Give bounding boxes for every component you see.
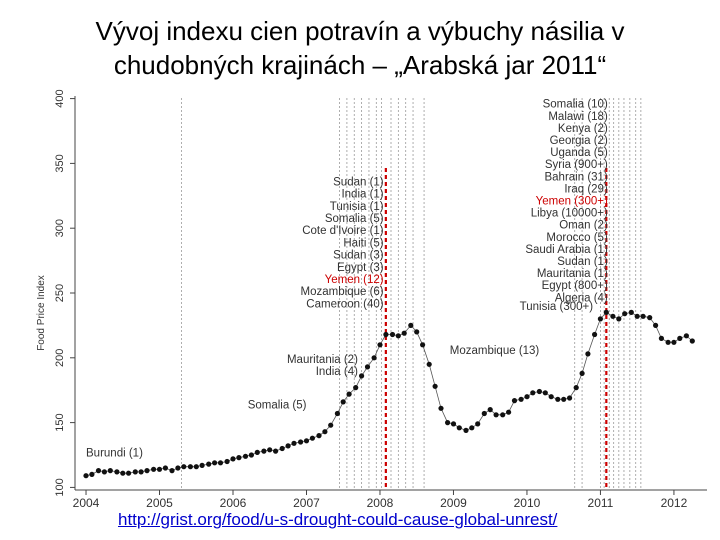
- data-point: [549, 394, 554, 399]
- data-point: [390, 332, 395, 337]
- event-annotation: Sudan (1): [333, 176, 384, 189]
- data-point: [163, 465, 168, 470]
- data-point: [175, 465, 180, 470]
- data-point: [469, 425, 474, 430]
- event-annotation: India (4): [315, 366, 358, 379]
- event-annotation: Egypt (800+): [541, 280, 608, 293]
- data-point: [494, 412, 499, 417]
- data-point: [512, 398, 517, 403]
- data-point: [666, 340, 671, 345]
- event-annotation: Haiti (5): [343, 237, 384, 250]
- source-link[interactable]: http://grist.org/food/u-s-drought-could-cause-global-unrest/: [118, 510, 558, 529]
- x-tick-label: 2012: [660, 496, 688, 508]
- y-tick-label: 250: [54, 283, 66, 303]
- data-point: [144, 468, 149, 473]
- data-point: [291, 441, 296, 446]
- data-point: [463, 428, 468, 433]
- data-point: [383, 332, 388, 337]
- slide-title-line-1: Vývoj indexu cien potravín a výbuchy násilia v: [95, 16, 625, 46]
- data-point: [243, 454, 248, 459]
- data-point: [635, 314, 640, 319]
- event-annotation: Yemen (300+): [535, 195, 608, 208]
- x-tick-label: 2009: [440, 496, 467, 508]
- data-point: [286, 443, 291, 448]
- data-point: [120, 471, 125, 476]
- event-annotation: Egypt (3): [336, 261, 384, 274]
- data-point: [298, 439, 303, 444]
- x-tick-label: 2006: [219, 496, 247, 508]
- data-point: [457, 425, 462, 430]
- y-tick-label: 150: [54, 413, 66, 432]
- y-axis-title: Food Price Index: [36, 275, 47, 351]
- y-tick-label: 350: [54, 154, 66, 173]
- event-annotation: Mauritania (2): [286, 353, 358, 366]
- data-point: [365, 364, 370, 369]
- event-annotation: Cote d'Ivoire (1): [302, 225, 384, 238]
- data-point: [604, 310, 609, 315]
- data-point: [451, 421, 456, 426]
- event-annotation: Iraq (29): [564, 183, 608, 196]
- event-annotation: Algeria (4): [554, 292, 608, 305]
- data-point: [212, 460, 217, 465]
- data-point: [188, 464, 193, 469]
- data-point: [328, 423, 333, 428]
- food-price-chart: [35, 88, 710, 508]
- x-tick-label: 2011: [587, 496, 614, 508]
- data-point: [427, 362, 432, 367]
- data-point: [316, 433, 321, 438]
- data-point: [580, 371, 585, 376]
- data-point: [438, 406, 443, 411]
- data-point: [610, 314, 615, 319]
- data-point: [304, 438, 309, 443]
- data-point: [445, 420, 450, 425]
- data-point: [322, 429, 327, 434]
- data-point: [359, 373, 364, 378]
- event-annotation: Bahrain (31): [544, 171, 608, 184]
- data-point: [206, 462, 211, 467]
- data-point: [641, 314, 646, 319]
- data-point: [200, 463, 205, 468]
- event-annotation: Uganda (5): [550, 147, 608, 160]
- data-point: [96, 468, 101, 473]
- data-point: [622, 311, 627, 316]
- data-point: [114, 469, 119, 474]
- data-point: [353, 385, 358, 390]
- x-tick-label: 2007: [293, 496, 320, 508]
- data-point: [671, 340, 676, 345]
- data-point: [506, 410, 511, 415]
- event-annotation: Kenya (2): [557, 122, 608, 135]
- data-point: [151, 467, 156, 472]
- event-annotation: Sudan (3): [333, 249, 384, 262]
- data-point: [414, 329, 419, 334]
- event-annotation: Mozambique (6): [300, 286, 384, 299]
- data-point: [126, 471, 131, 476]
- data-point: [335, 411, 340, 416]
- data-point: [261, 449, 266, 454]
- y-tick-label: 400: [54, 89, 66, 108]
- data-point: [561, 397, 566, 402]
- event-annotation: Somalia (5): [324, 213, 384, 226]
- event-annotation: Georgia (2): [549, 134, 608, 147]
- y-tick-label: 300: [54, 219, 66, 238]
- data-point: [169, 468, 174, 473]
- data-point: [377, 342, 382, 347]
- event-annotation: Malawi (18): [548, 110, 608, 123]
- data-point: [537, 389, 542, 394]
- event-annotation: Somalia (5): [247, 399, 307, 412]
- data-point: [310, 436, 315, 441]
- y-tick-label: 200: [54, 348, 66, 367]
- event-annotation: Oman (2): [559, 219, 608, 232]
- data-point: [273, 449, 278, 454]
- event-annotation: Saudi Arabia (1): [525, 243, 608, 256]
- event-annotation: Mauritania (1): [536, 268, 608, 281]
- data-point: [396, 333, 401, 338]
- data-point: [482, 411, 487, 416]
- data-point: [347, 392, 352, 397]
- data-point: [218, 460, 223, 465]
- x-tick-label: 2008: [366, 496, 394, 508]
- event-annotation: Sudan (1): [557, 255, 608, 268]
- x-tick-label: 2010: [513, 496, 541, 508]
- slide-title-line-2: chudobných krajinách – „Arabská jar 2011“: [113, 50, 607, 80]
- data-point: [83, 473, 88, 478]
- event-annotation: Tunisia (300+): [519, 300, 594, 313]
- data-point: [102, 469, 107, 474]
- data-point: [555, 397, 560, 402]
- data-point: [647, 315, 652, 320]
- data-point: [543, 390, 548, 395]
- data-point: [267, 447, 272, 452]
- data-point: [181, 464, 186, 469]
- event-annotation: Syria (900+): [544, 159, 608, 172]
- data-point: [653, 323, 658, 328]
- event-annotation: India (1): [341, 188, 384, 201]
- data-point: [402, 331, 407, 336]
- data-point: [475, 421, 480, 426]
- event-annotation: Libya (10000+): [530, 207, 608, 220]
- data-point: [408, 323, 413, 328]
- data-point: [488, 407, 493, 412]
- data-point: [236, 455, 241, 460]
- event-annotation: Mozambique (13): [449, 344, 540, 357]
- data-point: [530, 390, 535, 395]
- event-annotation: Yemen (12): [324, 274, 384, 287]
- data-point: [89, 472, 94, 477]
- event-annotation: Cameroon (40): [306, 298, 384, 311]
- data-point: [585, 351, 590, 356]
- data-point: [592, 332, 597, 337]
- data-point: [108, 468, 113, 473]
- data-point: [341, 399, 346, 404]
- data-point: [133, 469, 138, 474]
- data-point: [194, 464, 199, 469]
- data-point: [372, 355, 377, 360]
- data-point: [677, 336, 682, 341]
- data-point: [420, 342, 425, 347]
- data-point: [684, 333, 689, 338]
- x-tick-label: 2005: [146, 496, 173, 508]
- data-point: [280, 446, 285, 451]
- data-point: [616, 316, 621, 321]
- data-point: [500, 412, 505, 417]
- data-point: [230, 456, 235, 461]
- data-point: [157, 467, 162, 472]
- slide-title: [0, 14, 720, 82]
- data-point: [519, 397, 524, 402]
- event-annotation: Somalia (10): [542, 98, 608, 111]
- data-point: [524, 394, 529, 399]
- event-annotation: Burundi (1): [86, 447, 143, 460]
- data-point: [598, 316, 603, 321]
- x-tick-label: 2004: [72, 496, 100, 508]
- event-annotation: Morocco (5): [546, 231, 608, 244]
- event-annotation: Tunisia (1): [329, 200, 384, 213]
- data-point: [139, 469, 144, 474]
- data-point: [574, 385, 579, 390]
- data-point: [249, 452, 254, 457]
- y-tick-label: 100: [54, 478, 66, 497]
- data-point: [659, 336, 664, 341]
- data-point: [690, 338, 695, 343]
- data-point: [225, 459, 230, 464]
- data-point: [255, 450, 260, 455]
- data-point: [433, 384, 438, 389]
- data-point: [567, 395, 572, 400]
- data-point: [629, 310, 634, 315]
